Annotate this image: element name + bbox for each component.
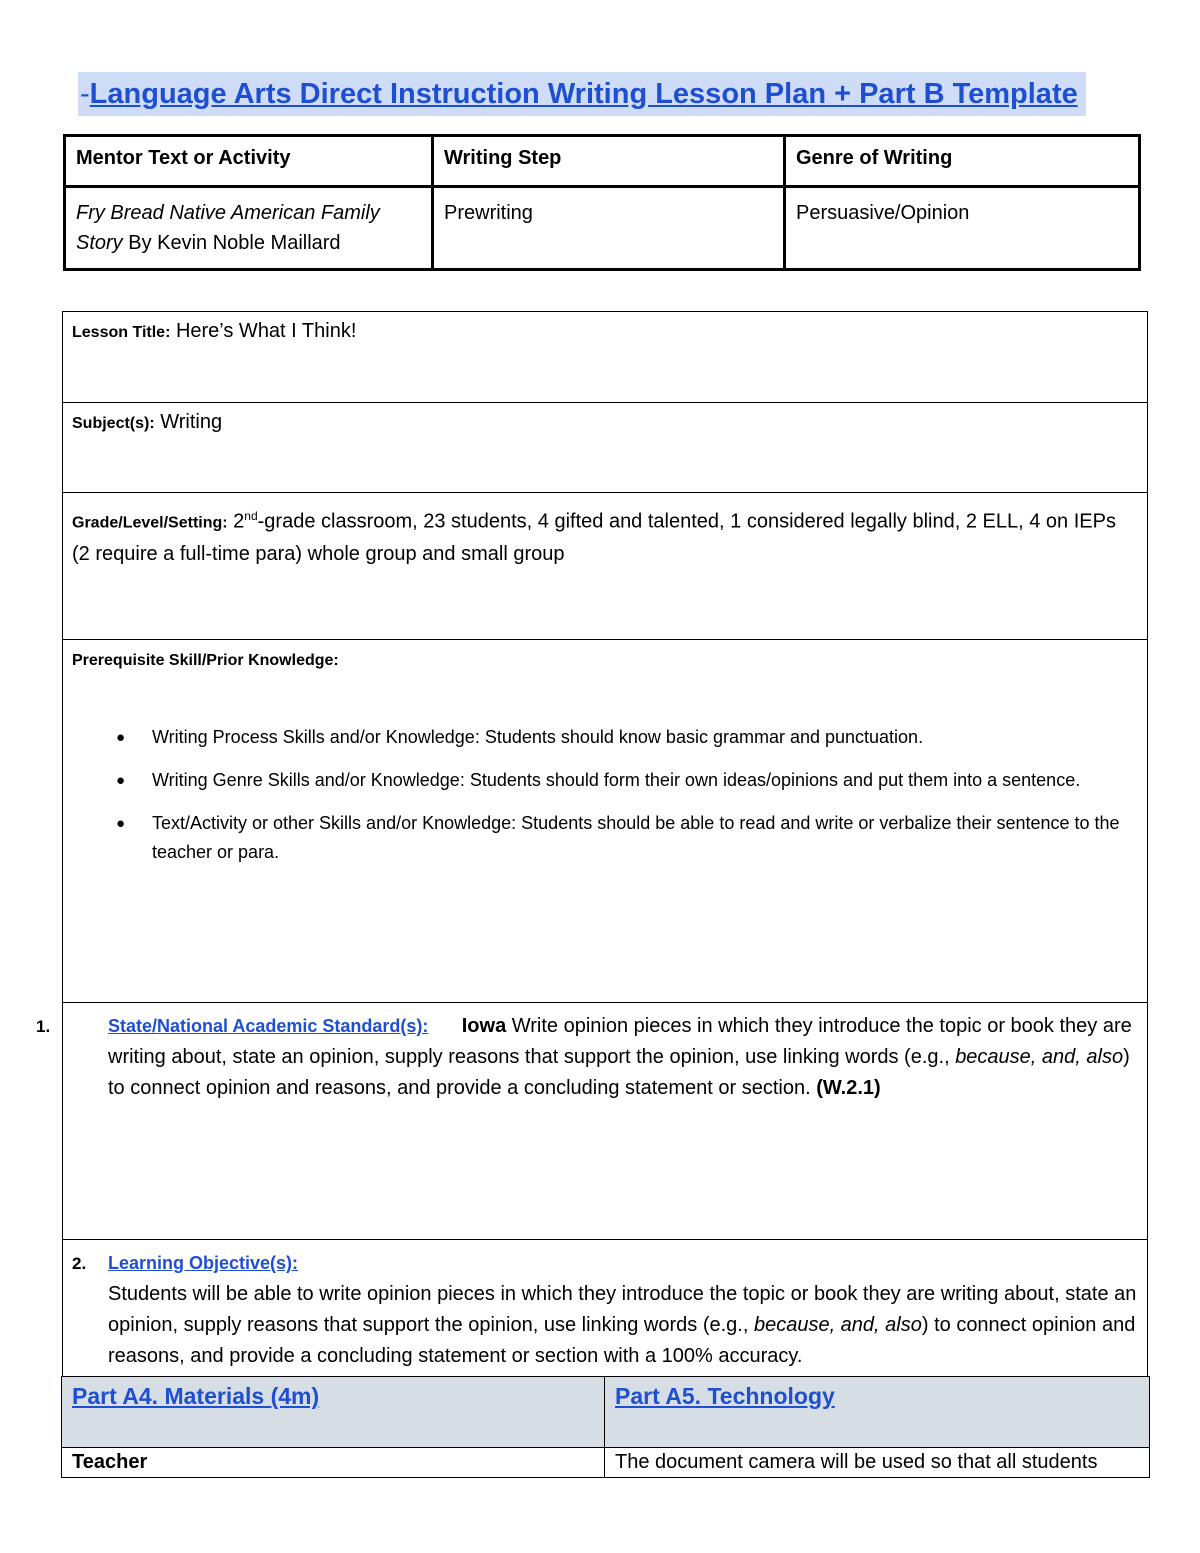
lesson-title-cell (63, 312, 1148, 403)
objective-link[interactable]: Learning Objective(s): (108, 1253, 299, 1273)
lesson-details-table (36, 311, 1148, 1381)
grade-sup: nd (244, 509, 258, 523)
prereq-label: Prerequisite Skill/Prior Knowledge: (72, 652, 339, 669)
overview-header-row (65, 136, 1140, 187)
mentor-text-author: By Kevin Noble Maillard (122, 232, 341, 254)
lesson-title-label: Lesson Title: (72, 324, 171, 341)
subject-value: Writing (154, 411, 223, 433)
technology-heading-cell (605, 1377, 1150, 1448)
subject-label: Subject(s): (72, 415, 155, 432)
objective-number: 2. (72, 1254, 87, 1273)
standard-text-1: Write opinion pieces in which they introduce the topic or book they are writing about, state an opinion, supply reasons that support the opinion, use linking words (e.g., (108, 1015, 1132, 1068)
genre-cell: Persuasive/Opinion (785, 187, 1140, 270)
grade-label: Grade/Level/Setting: (72, 514, 228, 532)
objective-italic: because, and, also (753, 1314, 922, 1336)
materials-heading-cell (62, 1377, 605, 1448)
materials-header-row (62, 1377, 1150, 1448)
technology-text-cell: The document camera will be used so that all students (605, 1448, 1150, 1478)
list-item: ● Writing Process Skills and/or Knowledge: Students should know basic grammar and punctuation. (152, 723, 1138, 752)
teacher-label-cell: Teacher (62, 1448, 605, 1478)
grade-cell (63, 493, 1148, 640)
title-link[interactable]: Language Arts Direct Instruction Writing Lesson Plan + Part B Template (89, 78, 1078, 110)
standard-text-2: ) to connect opinion and reasons, and provide a concluding statement or section. (108, 1046, 1130, 1099)
materials-link[interactable]: Part A4. Materials (4m) (72, 1383, 320, 1409)
header-writing-step: Writing Step (433, 136, 785, 187)
prereq-list (72, 723, 1138, 867)
standard-number: 1. (36, 1017, 51, 1036)
header-mentor-text: Mentor Text or Activity (65, 136, 433, 187)
standard-code: (W.2.1) (816, 1077, 881, 1099)
grade-value-post: -grade classroom, 23 students, 4 gifted and talented, 1 considered legally blind, 2 ELL, 4 on IEPs (2 require a full-time para) whole group and small group (72, 510, 1116, 565)
list-item: ● Text/Activity or other Skills and/or Knowledge: Students should be able to read and write or verbalize their sentence to the teacher or para. (152, 809, 1138, 867)
overview-value-row (65, 187, 1140, 270)
document-title: -Language Arts Direct Instruction Writing Lesson Plan + Part B Template (78, 72, 1086, 116)
prereq-cell (63, 640, 1148, 1003)
standard-italic: because, and, also (955, 1046, 1124, 1068)
objective-cell (63, 1240, 1148, 1381)
mentor-text-cell (65, 187, 433, 270)
standard-link[interactable]: State/National Academic Standard(s): (108, 1016, 429, 1036)
technology-link[interactable]: Part A5. Technology (615, 1383, 835, 1409)
mentor-text-title: Fry Bread Native American Family Story (76, 202, 380, 254)
subject-cell (63, 403, 1148, 493)
writing-step-cell: Prewriting (433, 187, 785, 270)
objective-text: Students will be able to write opinion pieces in which they introduce the topic or book they are writing about, state an opinion, supply reasons that support the opinion, use linking words (e.g., because, and, also) to connect opinion and reasons, and provide a concluding statement or section with a 100% accuracy. (108, 1283, 1137, 1367)
list-item: ● Writing Genre Skills and/or Knowledge: Students should form their own ideas/opinions and put them into a sentence. (152, 766, 1138, 795)
header-genre: Genre of Writing (785, 136, 1140, 187)
standard-cell (36, 1003, 1148, 1240)
lesson-overview-table (63, 134, 1141, 271)
lesson-title-value: Here’s What I Think! (170, 320, 357, 342)
standard-state: Iowa (461, 1015, 507, 1037)
materials-table (61, 1376, 1150, 1478)
grade-value-pre: 2 (227, 510, 245, 533)
materials-body-row (62, 1448, 1150, 1478)
